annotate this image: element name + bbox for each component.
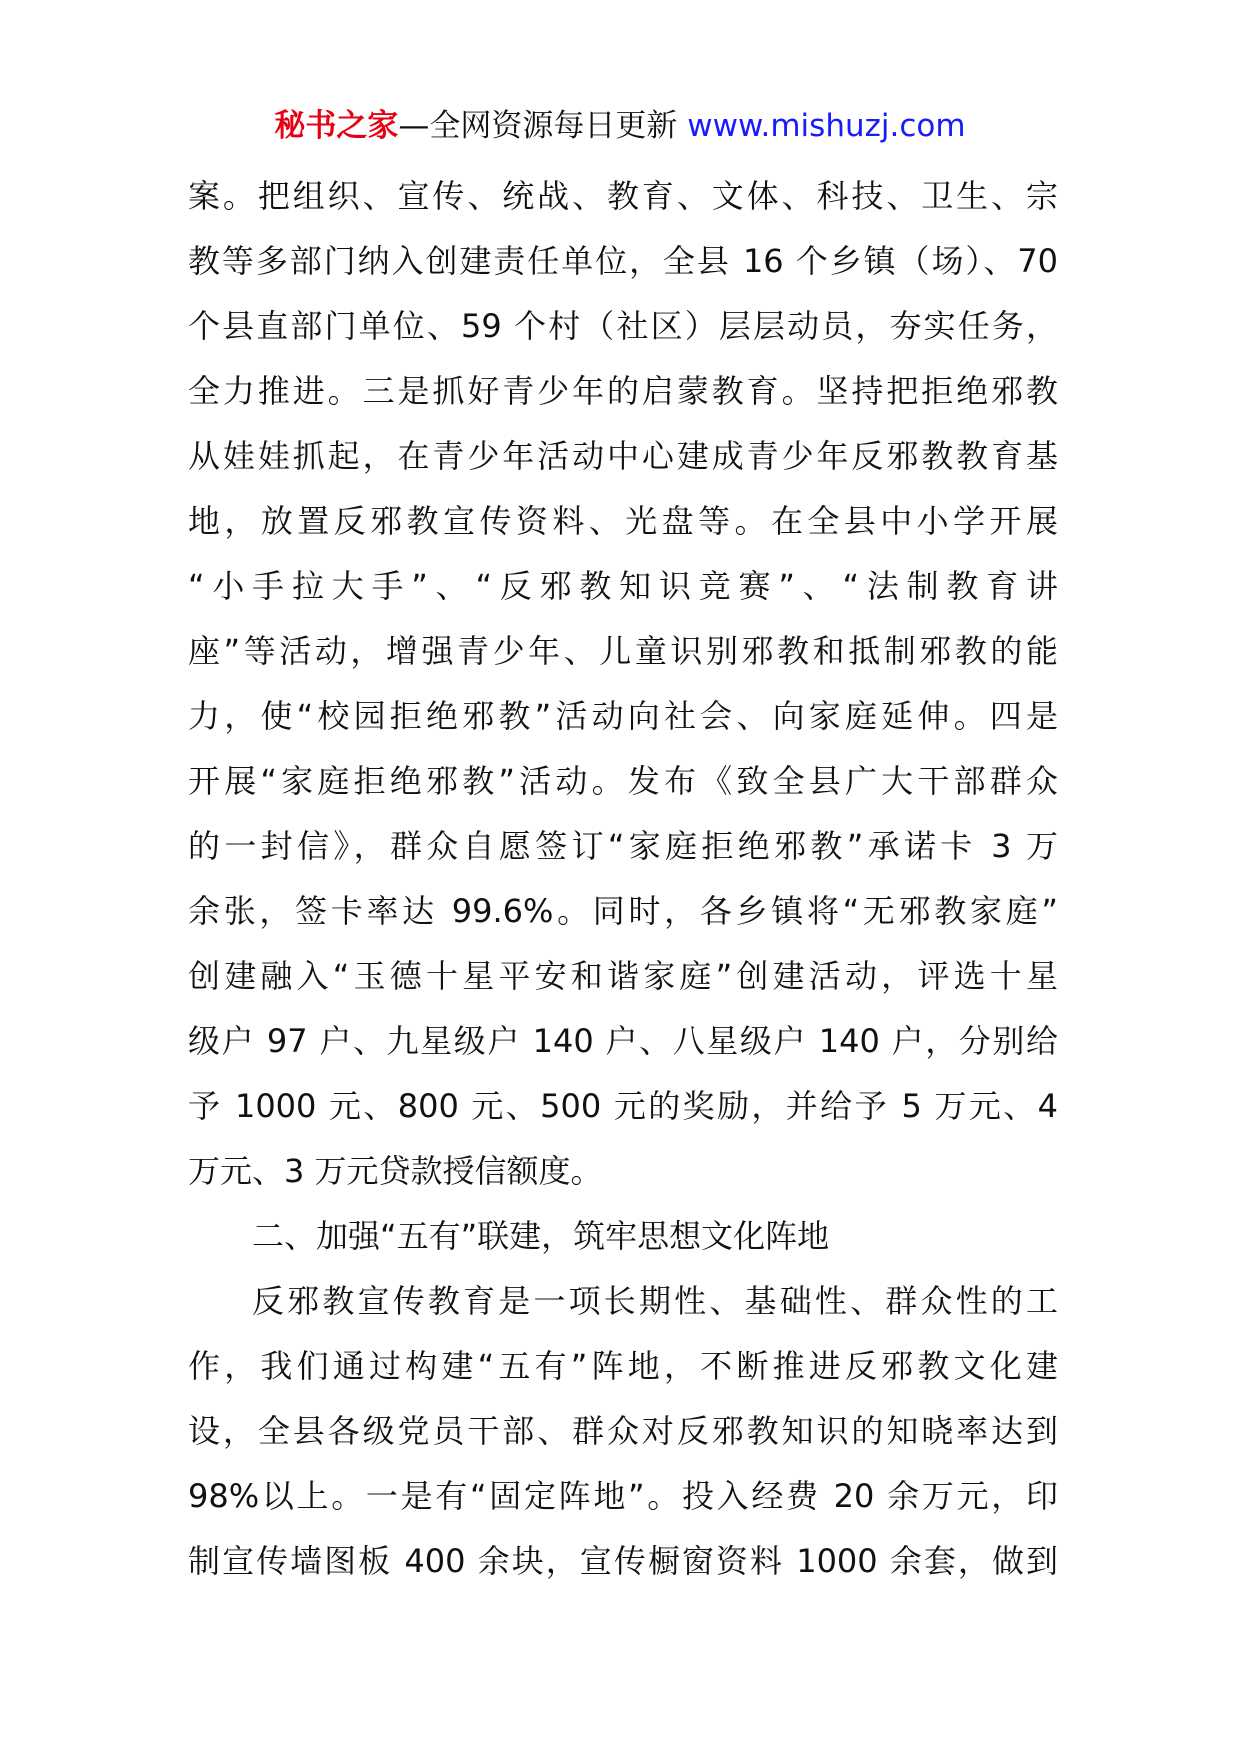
text-line: 98%以上。一是有“固定阵地”。投入经费 20 余万元，印 bbox=[188, 1477, 1058, 1515]
text-line: 二、加强“五有”联建，筑牢思想文化阵地 bbox=[252, 1217, 830, 1255]
text-line: “小手拉大手”、“反邪教知识竞赛”、“法制教育讲 bbox=[188, 567, 1058, 605]
text-line: 座”等活动，增强青少年、儿童识别邪教和抵制邪教的能 bbox=[188, 632, 1058, 670]
text-line: 案。把组织、宣传、统战、教育、文体、科技、卫生、宗 bbox=[188, 177, 1058, 215]
text-line: 全力推进。三是抓好青少年的启蒙教育。坚持把拒绝邪教 bbox=[188, 372, 1058, 410]
page-header bbox=[0, 104, 1240, 148]
text-line: 力，使“校园拒绝邪教”活动向社会、向家庭延伸。四是 bbox=[188, 697, 1058, 735]
text-line: 予 1000 元、800 元、500 元的奖励，并给予 5 万元、4 bbox=[188, 1087, 1058, 1125]
text-line: 从娃娃抓起，在青少年活动中心建成青少年反邪教教育基 bbox=[188, 437, 1058, 475]
header-site-link[interactable]: www.mishuzj.com bbox=[687, 108, 966, 144]
text-line: 反邪教宣传教育是一项长期性、基础性、群众性的工 bbox=[252, 1282, 1058, 1320]
text-line: 创建融入“玉德十星平安和谐家庭”创建活动，评选十星 bbox=[188, 957, 1058, 995]
text-line: 万元、3 万元贷款授信额度。 bbox=[188, 1152, 603, 1190]
text-line: 教等多部门纳入创建责任单位，全县 16 个乡镇（场）、70 bbox=[188, 242, 1058, 280]
text-line: 作，我们通过构建“五有”阵地，不断推进反邪教文化建 bbox=[188, 1347, 1058, 1385]
header-tagline: —全网资源每日更新 bbox=[398, 108, 688, 144]
text-line: 开展“家庭拒绝邪教”活动。发布《致全县广大干部群众 bbox=[188, 762, 1058, 800]
text-line: 的一封信》，群众自愿签订“家庭拒绝邪教”承诺卡 3 万 bbox=[188, 827, 1058, 865]
text-line: 个县直部门单位、59 个村（社区）层层动员，夯实任务， bbox=[188, 307, 1058, 345]
header-brand: 秘书之家 bbox=[274, 108, 399, 144]
text-line: 制宣传墙图板 400 余块，宣传橱窗资料 1000 余套，做到 bbox=[188, 1542, 1058, 1580]
text-line: 余张，签卡率达 99.6%。同时，各乡镇将“无邪教家庭” bbox=[188, 892, 1058, 930]
document-body bbox=[188, 164, 1058, 1594]
text-line: 级户 97 户、九星级户 140 户、八星级户 140 户，分别给 bbox=[188, 1022, 1058, 1060]
text-line: 地，放置反邪教宣传资料、光盘等。在全县中小学开展 bbox=[188, 502, 1058, 540]
text-line: 设，全县各级党员干部、群众对反邪教知识的知晓率达到 bbox=[188, 1412, 1058, 1450]
